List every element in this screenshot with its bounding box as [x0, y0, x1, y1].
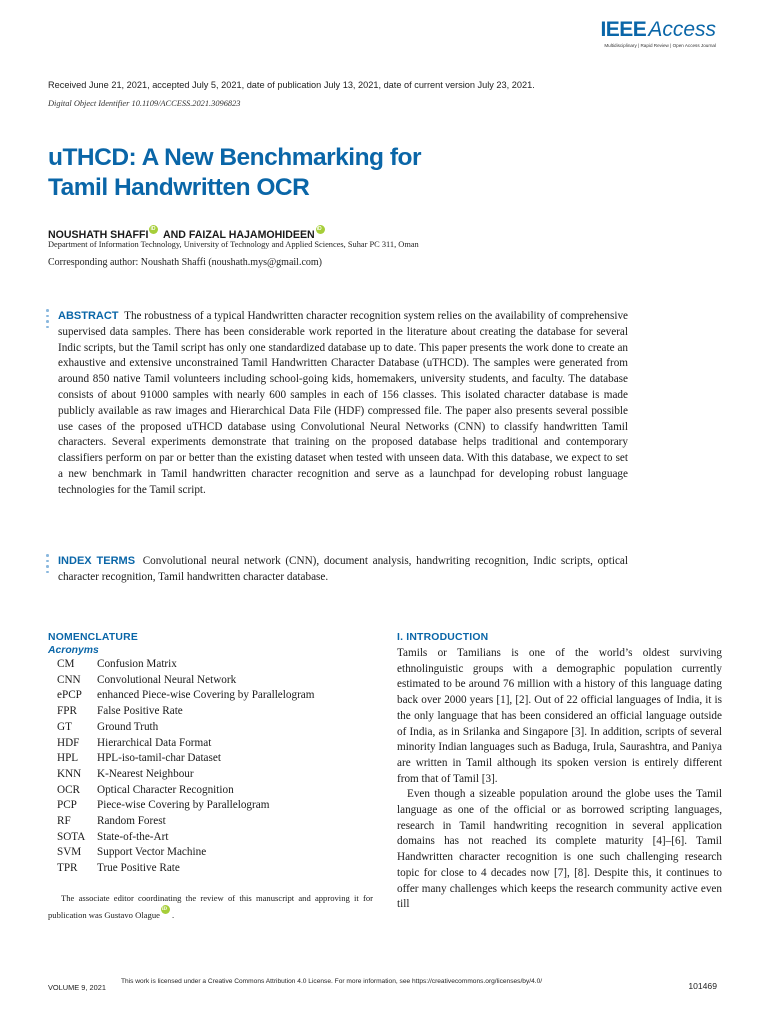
author-list	[48, 225, 327, 241]
acronym-abbr: FPR	[57, 705, 77, 718]
title-line-1: uTHCD: A New Benchmarking for	[48, 144, 421, 171]
introduction-body	[397, 646, 722, 913]
author-joiner: AND FAIZAL HAJAMOHIDEEN	[160, 229, 315, 241]
doi: Digital Object Identifier 10.1109/ACCESS.2021.3096823	[48, 99, 241, 108]
logo-tagline: Multidisciplinary | Rapid Review | Open Access Journal	[604, 43, 716, 48]
nomenclature-heading: NOMENCLATURE	[48, 632, 138, 643]
acronym-abbr: PCP	[57, 799, 77, 812]
affiliation: Department of Information Technology, University of Technology and Applied Sciences, Suhar PC 311, Oman	[48, 240, 419, 249]
acronym-abbr: KNN	[57, 767, 82, 780]
acronym-abbr: TPR	[57, 862, 78, 875]
corresponding-author: Corresponding author: Noushath Shaffi (noushath.mys@gmail.com)	[48, 257, 322, 268]
acronym-row	[48, 751, 373, 767]
acronym-row	[48, 704, 373, 720]
acronym-row	[48, 845, 373, 861]
acronym-definition: Hierarchical Data Format	[97, 736, 212, 749]
acronym-abbr: ePCP	[57, 689, 82, 702]
acronym-row	[48, 798, 373, 814]
acronym-definition: Piece-wise Covering by Parallelogram	[97, 799, 270, 812]
index-terms-marker	[46, 554, 50, 576]
paper-title	[48, 143, 608, 203]
footer-volume: VOLUME 9, 2021	[48, 983, 106, 992]
acronym-abbr: OCR	[57, 783, 81, 796]
introduction-column	[397, 632, 722, 913]
acronym-definition: True Positive Rate	[97, 862, 180, 875]
orcid-icon[interactable]	[161, 905, 170, 914]
acronym-definition: K-Nearest Neighbour	[97, 767, 194, 780]
logo-access: Access	[648, 18, 716, 41]
acronym-definition: enhanced Piece-wise Covering by Parallelogram	[97, 689, 315, 702]
footnote-text: The associate editor coordinating the review of this manuscript and approving it for publication was Gustavo Olague	[48, 892, 373, 920]
abstract	[58, 309, 628, 499]
editor-footnote: The associate editor coordinating the review of this manuscript and approving it for publication was Gustavo OlagueiD .	[48, 891, 373, 922]
index-terms-text: Convolutional neural network (CNN), document analysis, handwriting recognition, Indic scripts, optical character recognition, Tamil handwritten character database.	[58, 555, 629, 583]
acronym-row	[48, 736, 373, 752]
acronym-definition: Confusion Matrix	[97, 658, 177, 670]
acronym-definition: Ground Truth	[97, 720, 159, 733]
acronym-abbr: CM	[57, 658, 75, 670]
acronym-abbr: HDF	[57, 736, 80, 749]
acronym-definition: Random Forest	[97, 815, 166, 828]
abstract-text: The robustness of a typical Handwritten character recognition system relies on the availability of comprehensive supervised data samples. There has been considerable work reported in the literature about creating the database for several Indic scripts, but the Tamil script has only one standardized database up to date. This paper presents the work done to create an exhaustive and extensive unconstrained Tamil Handwritten Character Database (uTHCD). The samples were generated from around 850 native Tamil volunteers including school-going kids, homemakers, university students, and faculty. The database consists of about 91000 samples with nearly 600 samples in each of 156 classes. This isolated character database is made publicly available as raw images and Hierarchical Data File (HDF) compressed file. The paper also presents several possible use cases of the proposed uTHCD database using Convolutional Neural Networks (CNN) to classify handwritten Tamil characters. Several experiments demonstrate that training on the proposed database helps traditional and contemporary classifiers perform on par or better than the existing dataset when tested with unseen data. With this database, we expect to set a new benchmark in Tamil handwritten character recognition and serve as a launchpad for developing robust language technologies for the Tamil script.	[58, 310, 629, 496]
introduction-heading: I. INTRODUCTION	[397, 632, 489, 643]
received-dates: Received June 21, 2021, accepted July 5, 2021, date of publication July 13, 2021, date of current version July 23, 2021.	[48, 80, 535, 90]
nomenclature-column	[48, 632, 373, 922]
author-1: NOUSHATH SHAFFI	[48, 229, 149, 241]
acronym-row	[48, 688, 373, 704]
acronym-abbr: CNN	[57, 673, 81, 686]
title-line-2: Tamil Handwritten OCR	[48, 174, 310, 201]
logo-ieee: IEEE	[600, 18, 647, 41]
orcid-icon[interactable]	[316, 225, 325, 234]
acronym-row	[48, 720, 373, 736]
intro-paragraph: Even though a sizeable population around the globe uses the Tamil language as one of the official or as borrowed scripting languages, research in Tamil handwriting recognition in several application domains has not reached its complete maturity [4]–[6]. Tamil Handwritten character recognition is one such challenging research topic for close to 4 decades now [7], [8]. Despite this, it continues to offer many challenges which keeps the research community active even till	[397, 788, 722, 911]
index-terms	[58, 554, 628, 586]
acronym-definition: Optical Character Recognition	[97, 783, 234, 796]
acronym-abbr: HPL	[57, 752, 79, 765]
acronym-abbr: SVM	[57, 846, 82, 859]
acronym-list	[48, 657, 373, 877]
acronym-row	[48, 830, 373, 846]
acronym-abbr: RF	[57, 815, 71, 828]
acronym-row	[48, 657, 373, 673]
acronym-row	[48, 673, 373, 689]
abstract-label: ABSTRACT	[58, 310, 119, 322]
intro-paragraph: Tamils or Tamilians is one of the world’s oldest surviving ethnolinguistic groups with a demographic population currently estimated to be around 76 million with a history of this language dating back over 2000 years [1], [2]. Out of 22 official languages of India, it is the only language that has been considered an official language outside of India, as in Srilanka and Singapore [3]. In addition, scripts of several minority Indian languages such as Baduga, Irula, Saurashtra, and Paniya are written in Tamil although its spoken version is entirely different from that of Tamil [3].	[397, 647, 722, 785]
acronym-row	[48, 814, 373, 830]
acronyms-heading: Acronyms	[48, 645, 99, 656]
footer-license[interactable]: This work is licensed under a Creative Commons Attribution 4.0 License. For more information, see https://creativecommons.org/licenses/by/4.0/	[121, 978, 543, 985]
logo-wordmark	[600, 18, 716, 42]
index-terms-label: INDEX TERMS	[58, 555, 136, 567]
acronym-row	[48, 783, 373, 799]
acronym-definition: Convolutional Neural Network	[97, 673, 237, 686]
acronym-definition: Support Vector Machine	[97, 846, 207, 859]
journal-logo	[600, 18, 716, 48]
acronym-row	[48, 767, 373, 783]
abstract-marker	[46, 309, 50, 331]
acronym-row	[48, 861, 373, 877]
acronym-abbr: SOTA	[57, 830, 86, 843]
acronym-definition: State-of-the-Art	[97, 830, 169, 843]
footer-page-number: 101469	[688, 981, 717, 991]
orcid-icon[interactable]	[149, 225, 158, 234]
acronym-abbr: GT	[57, 720, 72, 733]
acronym-definition: HPL-iso-tamil-char Dataset	[97, 752, 221, 765]
acronym-definition: False Positive Rate	[97, 705, 183, 718]
